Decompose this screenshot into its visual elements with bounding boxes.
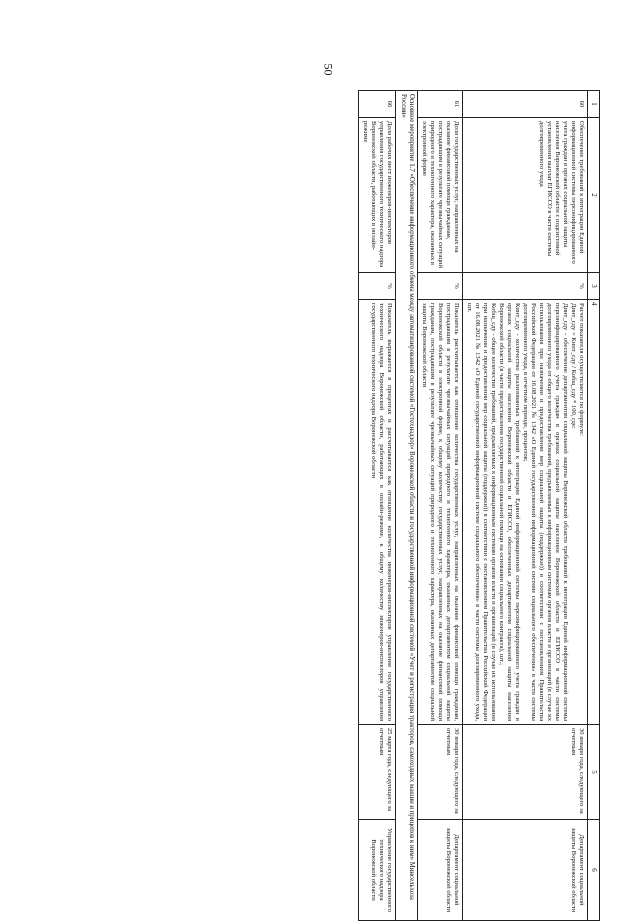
method-line: Динт_сду = Кинт_сду / Кобщ_сду * 100, где: bbox=[570, 303, 578, 429]
col-header-1: 1 bbox=[588, 91, 600, 118]
method-line: Динт_сду - обеспечение департаментом социальной защиты Воронежской области требований к интеграции Единой информационной системы персонифицированного учета граждан в органах социальной защиты населения Воронежской области и ЕГИССО в части системы долговременного ухода от общего количества требований, предъявляемых к информационным системам органов власти и организаций (в случае их использования при назначении и предоставлении мер социальной защиты (поддержки)) в соответствии с постановлением Правительства Российской Федерации от 16.08.2021 № 1342 «О Единой государственной информационной системе социального обеспечения» в части системы долговременного ухода, в отчетном периоде, процентов; bbox=[522, 303, 570, 721]
responsible: Департамент социальной защиты Воронежской области bbox=[417, 820, 462, 921]
deadline: 30 января года, следующего за отчетным bbox=[463, 725, 588, 820]
col-header-3: 3 bbox=[588, 273, 600, 300]
indicator-name: Обеспечение требований к интеграции Единой информационной системы персонифицированного учета граждан в органах социальной защиты населения Воронежской области с подсистемой установления выплат ЕГИССО в части системы долговременного ухода bbox=[463, 118, 588, 273]
indicator-name: Доля государственных услуг, направленных на оказание финансовой помощи гражданам, пострадавшим в результате чрезвычайных ситуаций природного и техногенного характера, оказанных в электронной форме bbox=[417, 118, 462, 273]
method-line: Расчет показателя осуществляется по формуле: bbox=[578, 303, 586, 437]
header-row bbox=[588, 91, 600, 921]
deadline: 30 января года, следующего за отчетным bbox=[417, 725, 462, 820]
row-number: 66 bbox=[359, 91, 396, 118]
deadline: 25 марта года, следующего за отчетным bbox=[359, 725, 396, 820]
unit: % bbox=[463, 273, 588, 300]
indicators-table bbox=[358, 90, 600, 921]
calculation-method: Показатель рассчитывается как отношение количества государственных услуг, направленных на оказание финансовой помощи гражданам, пострадавшим в результате чрезвычайных ситуаций природного и техногенного характера, оказанных департаментом социальной защиты Воронежской области в электронной форме, к общему количеству государственных услуг, направленных на оказание финансовой помощи гражданам, пострадавшим в результате чрезвычайных ситуаций природного и техногенного характера, оказанных департаментом социальной защиты Воронежской области bbox=[417, 300, 462, 725]
table-row bbox=[417, 91, 462, 921]
row-number: 61 bbox=[417, 91, 462, 118]
method-line: Кобщ_сду - общее количество требований, предъявляемых к информационным системам органов власти и организаций (в случае их использования при назначении и предоставлении мер социальной защиты (поддержки)) в соответствии с постановлением Правительства Российской Федерации от 16.08.2021 № 1342 «О Единой государственной информационной системе социального обеспечения» в части системы долговременного ухода, шт. bbox=[466, 303, 498, 721]
table-row bbox=[359, 91, 396, 921]
rotated-table-wrapper bbox=[140, 90, 600, 913]
responsible: Департамент социальной защиты Воронежской области bbox=[463, 820, 588, 921]
page-number: 50 bbox=[321, 63, 336, 76]
method-line: Кинт_сду - количество реализованных требований к интеграции Единой информационной системы персонифицированного учета граждан в органах социальной защиты населения Воронежской области и ЕГИССО, обеспеченных департаментом социальной защиты населения Воронежской области (в части предоставления государственной социальной помощи на основании социального контракта), шт.; bbox=[498, 303, 522, 721]
calculation-method: Показатель выражается в процентах и рассчитывается как отношение количества инженеров-инспекторов управления государственного технического надзора Воронежской области, работающих в онлайн-режиме, к общему количеству инженеров-инспекторов управления государственного технического надзора Воронежской области bbox=[359, 300, 396, 725]
col-header-4: 4 bbox=[588, 300, 600, 725]
table-row bbox=[463, 91, 588, 921]
row-number: 60 bbox=[463, 91, 588, 118]
indicator-name: Доля рабочих мест инженеров-инспекторов управления государственного технического надзора Воронежской области, работающих в онлайн-режиме bbox=[359, 118, 396, 273]
responsible: Управление государственного технического надзора Воронежской области bbox=[359, 820, 396, 921]
calculation-method bbox=[463, 300, 588, 725]
section-row bbox=[396, 91, 418, 921]
col-header-5: 5 bbox=[588, 725, 600, 820]
col-header-6: 6 bbox=[588, 820, 600, 921]
col-header-2: 2 bbox=[588, 118, 600, 273]
unit: % bbox=[359, 273, 396, 300]
section-title: Основное мероприятие 1.7 «Обеспечение информационного обмена между автоматизированной системой «Гостехнадзор» Воронежской области и государственной информационной системой «Учет и регистрация тракторов, самоходных машин и прицепов к ним» Минсельхоза России» bbox=[396, 91, 418, 921]
unit: % bbox=[417, 273, 462, 300]
table-stage bbox=[50, 90, 640, 913]
